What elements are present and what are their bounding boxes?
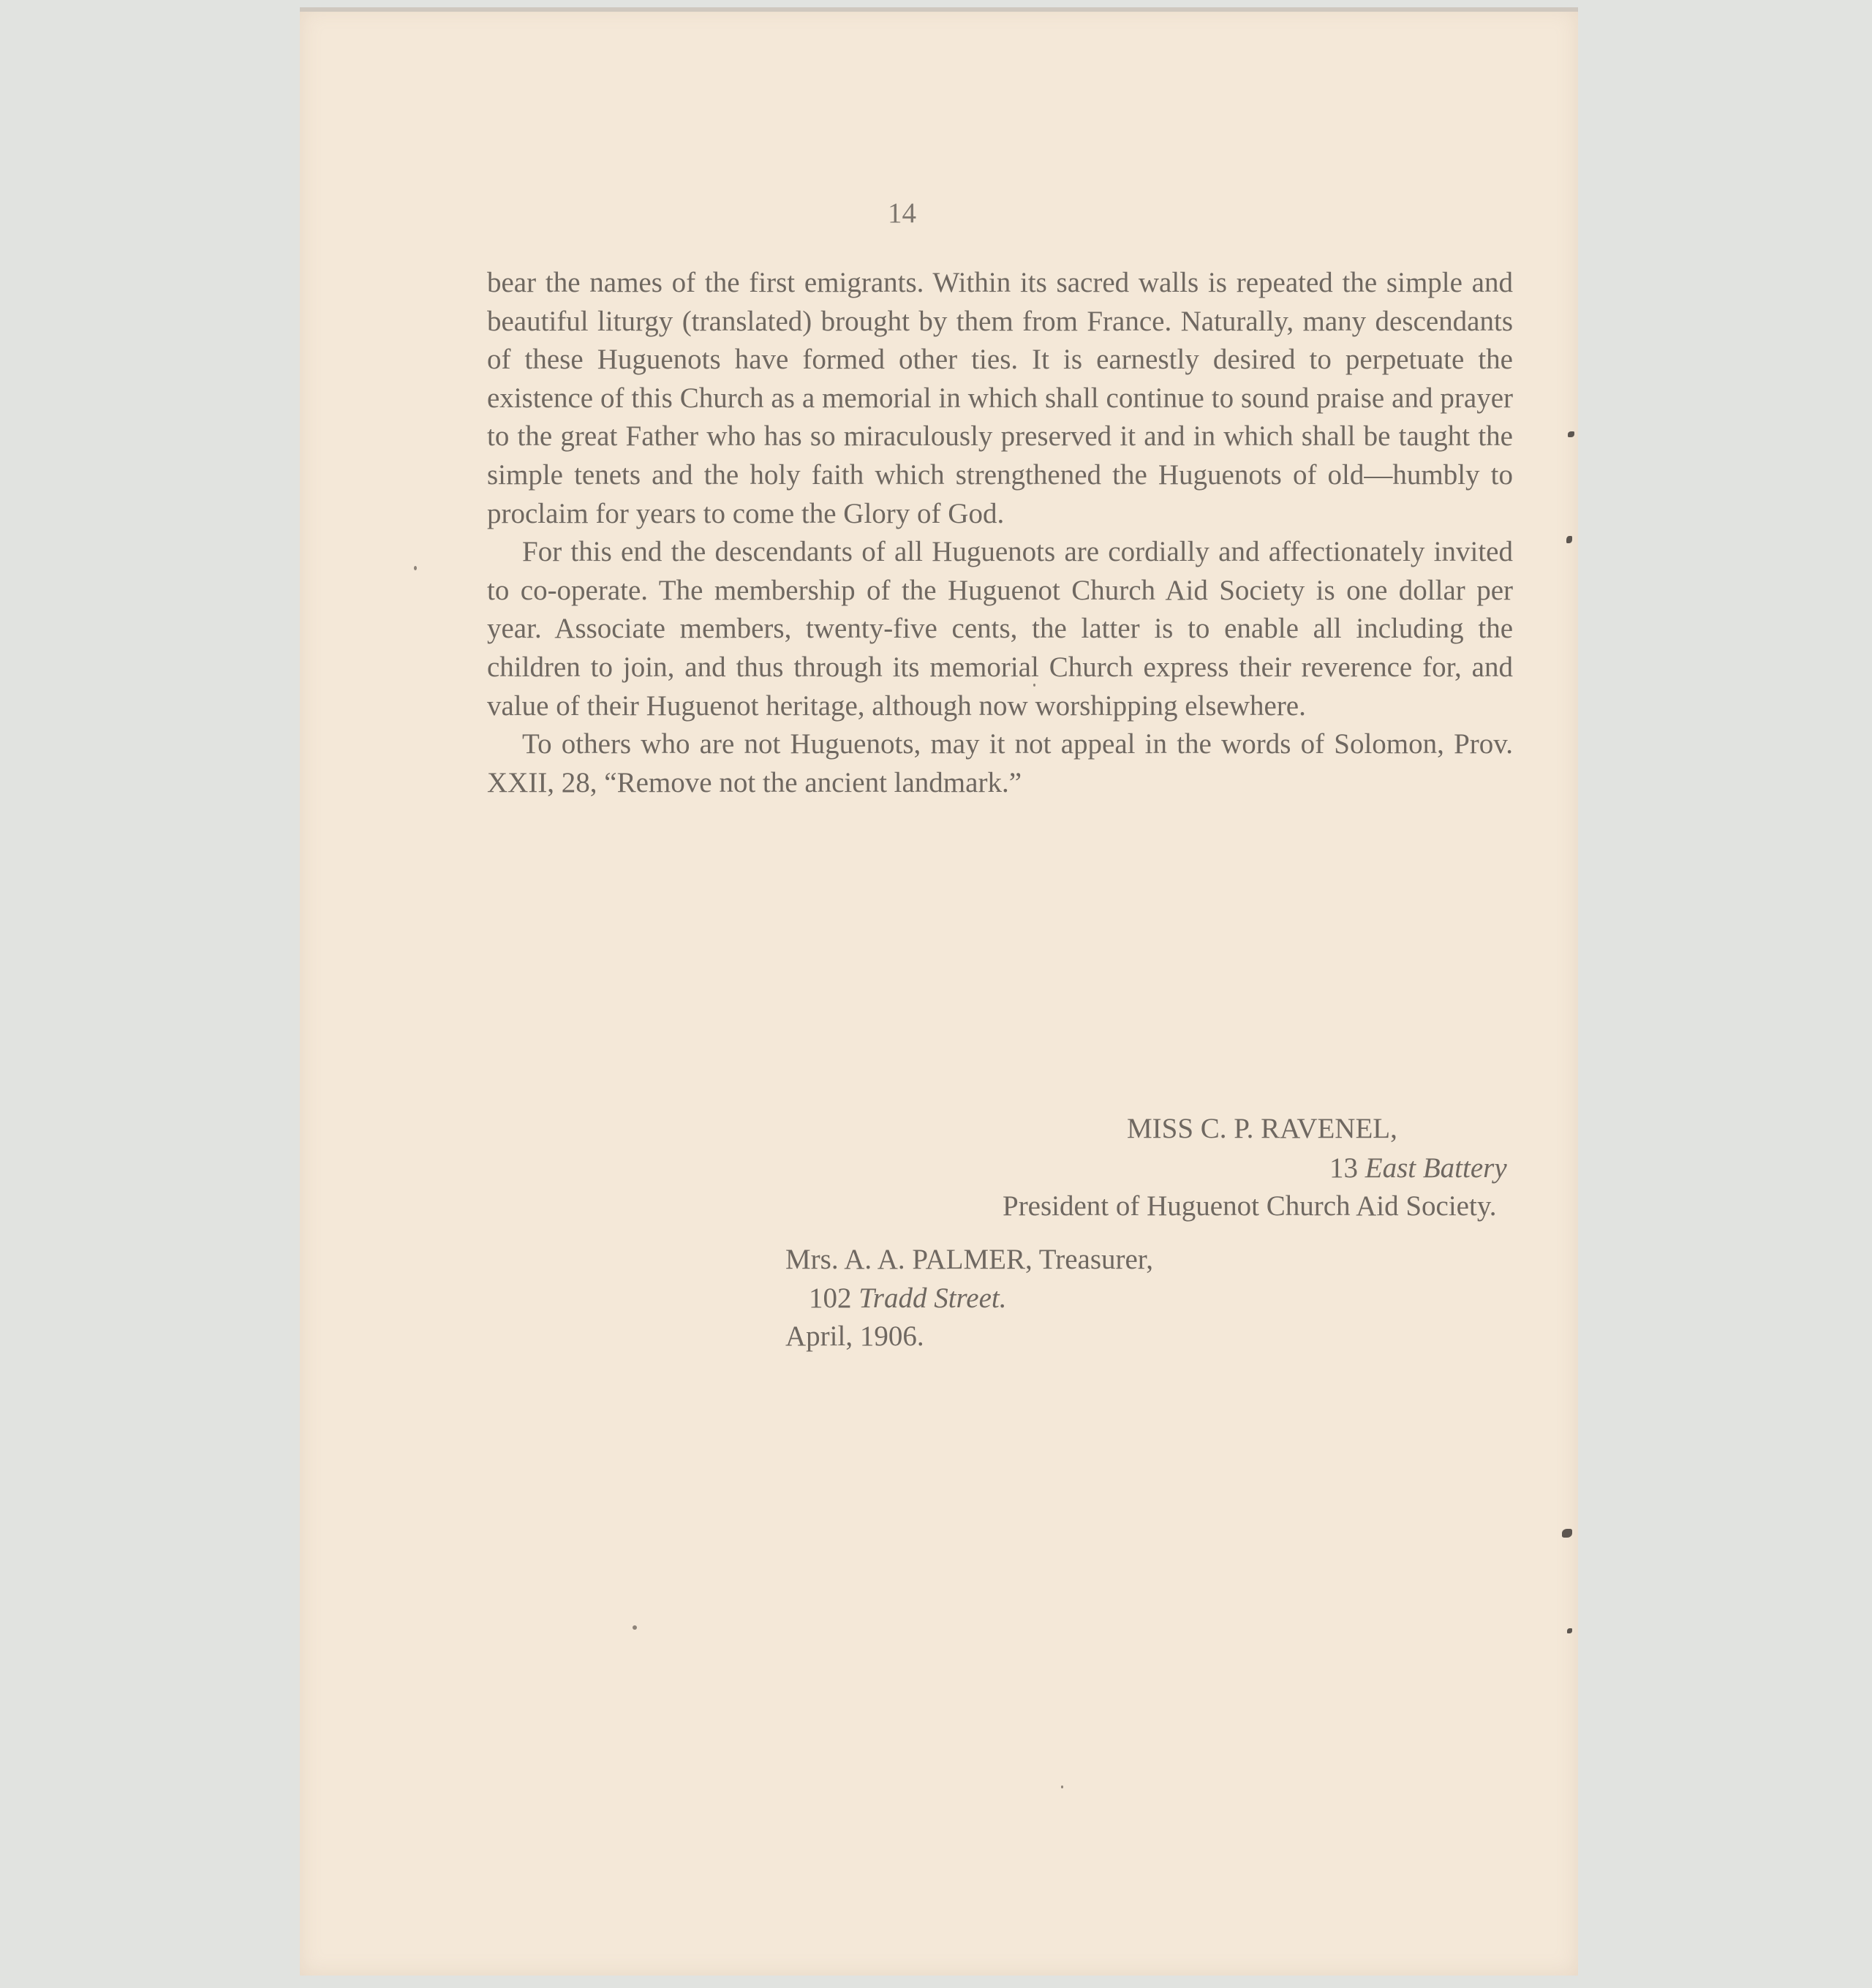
- edge-mark: [1566, 536, 1572, 543]
- page-number: 14: [888, 197, 916, 229]
- signatory-title: President of Huguenot Church Aid Society.: [1003, 1190, 1497, 1222]
- paper-speck: [1061, 1785, 1063, 1788]
- paragraph-3: To others who are not Huguenots, may it not appeal in the words of Solomon, Prov. XXII, 28, “Remove not the ancient landmark.”: [487, 728, 1513, 798]
- signatory-address-number: 13: [1329, 1152, 1358, 1184]
- treasurer-name: Mrs. A. A. PALMER, Treasurer,: [785, 1244, 1153, 1275]
- signatory-address: [1329, 1154, 1507, 1182]
- page-top-edge: [300, 7, 1578, 12]
- treasurer-address-street: Tradd Street.: [858, 1282, 1007, 1314]
- treasurer-address: [809, 1284, 1007, 1312]
- paragraph-2: For this end the descendants of all Huguenots are cordially and affectionately invited to co-operate. The membership of the Huguenot Church Aid Society is one dollar per year. Associate members, twenty-five cents, the latter is to enable all including the children to join, and thus through its memorial Church express their reverence for, and value of their Huguenot heritage, although now worshipping elsewhere.: [487, 536, 1513, 722]
- paper-speck: [1033, 684, 1035, 687]
- edge-mark: [1568, 431, 1574, 437]
- body-text: [487, 264, 1513, 802]
- treasurer-address-number: 102: [809, 1282, 852, 1314]
- edge-mark: [1567, 1628, 1572, 1633]
- paper-speck: [414, 566, 417, 570]
- document-date: April, 1906.: [785, 1320, 924, 1352]
- signatory-name: MISS C. P. RAVENEL,: [1127, 1113, 1397, 1144]
- paragraph-1: bear the names of the first emigrants. Within its sacred walls is repeated the simple and beautiful liturgy (translated) brought by them from France. Naturally, many descendants of these Huguenots have formed other ties. It is earnestly desired to perpetuate the existence of this Church as a memorial in which shall continue to sound praise and prayer to the great Father who has so miraculously preserved it and in which shall be taught the simple tenets and the holy faith which strengthened the Huguenots of old—humbly to proclaim for years to come the Glory of God.: [487, 267, 1513, 529]
- edge-mark: [1562, 1529, 1572, 1538]
- document-page: [300, 7, 1578, 1976]
- signatory-address-street: East Battery: [1365, 1152, 1507, 1184]
- paper-speck: [633, 1625, 637, 1630]
